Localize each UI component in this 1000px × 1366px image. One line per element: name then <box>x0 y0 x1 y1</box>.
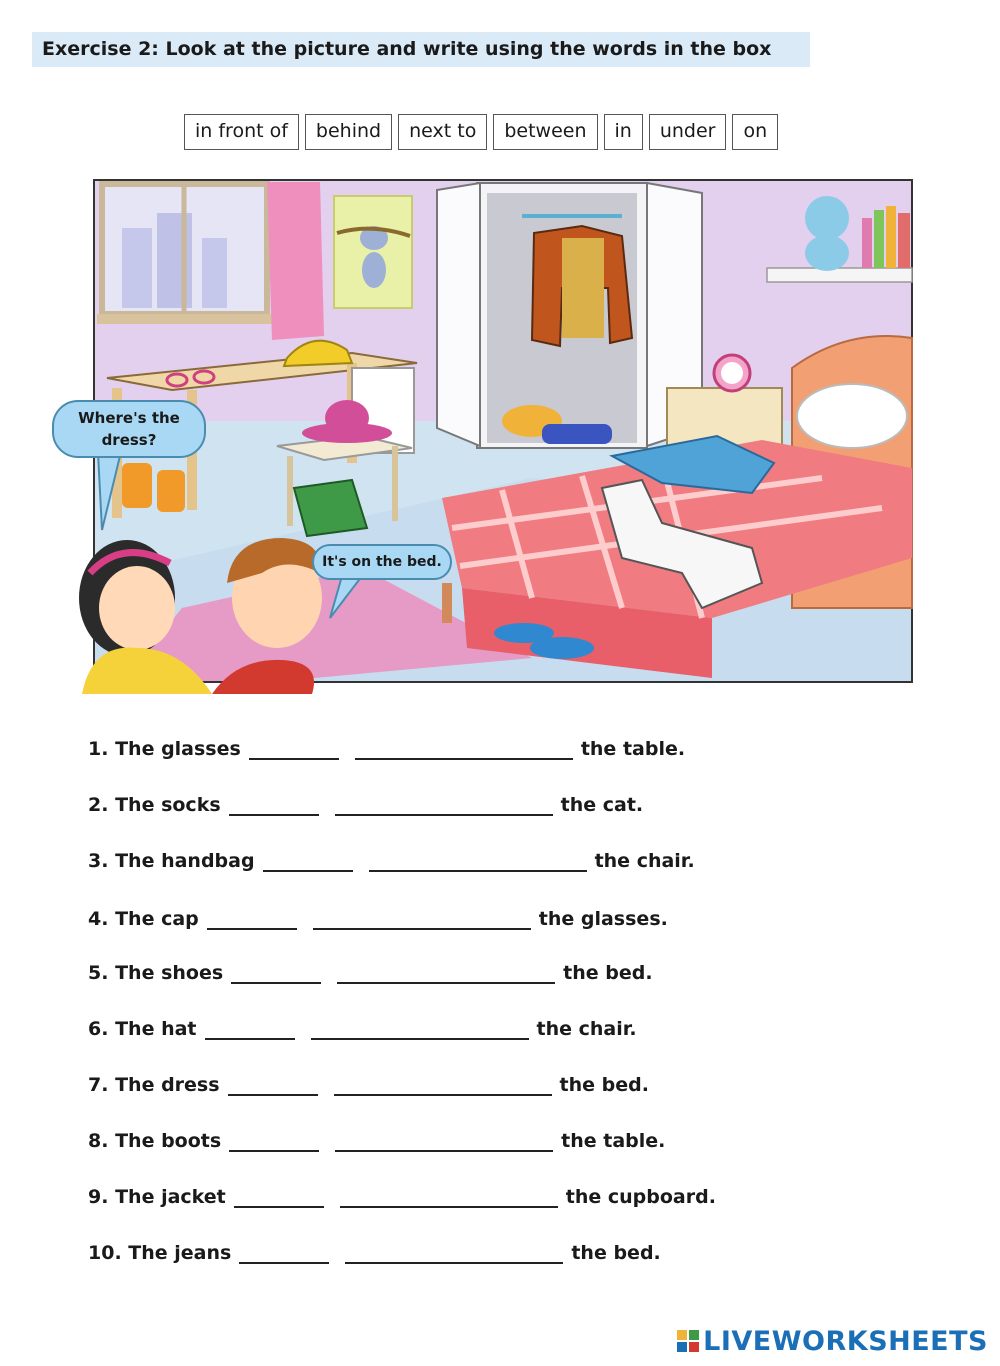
sentence-row <box>88 1066 649 1096</box>
cat-poster <box>334 196 412 308</box>
boy-bubble-text: It's on the bed. <box>322 554 442 570</box>
sentence-number: 4. <box>88 908 109 930</box>
answer-blank-1[interactable] <box>228 1074 318 1096</box>
sentence-subject: The socks <box>115 794 221 816</box>
answer-blank-1[interactable] <box>234 1186 324 1208</box>
sentence-number: 6. <box>88 1018 109 1040</box>
sentence-row <box>88 786 643 816</box>
exercise-title: Exercise 2: Look at the picture and write using the words in the box <box>32 32 810 67</box>
sentence-number: 3. <box>88 850 109 872</box>
sentence-number: 10. <box>88 1242 122 1264</box>
answer-blank-2[interactable] <box>335 794 553 816</box>
answer-blank-1[interactable] <box>229 1130 319 1152</box>
sentence-subject: The shoes <box>115 962 224 984</box>
sentence-subject: The glasses <box>115 738 241 760</box>
answer-blank-2[interactable] <box>337 962 555 984</box>
answer-blank-2[interactable] <box>345 1242 563 1264</box>
boy-speech-bubble <box>312 544 452 580</box>
sentence-object: the chair. <box>594 850 695 872</box>
sentence-row <box>88 1122 665 1152</box>
sentence-number: 2. <box>88 794 109 816</box>
word-under: under <box>649 114 727 150</box>
answer-blank-2[interactable] <box>355 738 573 760</box>
sentence-subject: The dress <box>115 1074 220 1096</box>
sentence-subject: The jacket <box>115 1186 226 1208</box>
answer-blank-2[interactable] <box>340 1186 558 1208</box>
sentence-object: the table. <box>580 738 686 760</box>
brand-name: LIVEWORKSHEETS <box>703 1325 988 1357</box>
sentence-row <box>88 1010 637 1040</box>
word-next-to: next to <box>398 114 487 150</box>
liveworksheets-logo <box>677 1326 988 1356</box>
girl-bubble-text: Where's the dress? <box>78 409 180 449</box>
sentence-number: 1. <box>88 738 109 760</box>
word-on: on <box>732 114 778 150</box>
sentence-row <box>88 1234 661 1264</box>
sentence-object: the table. <box>561 1130 666 1152</box>
answer-blank-1[interactable] <box>239 1242 329 1264</box>
answer-blank-1[interactable] <box>207 908 297 930</box>
sentence-object: the cat. <box>560 794 644 816</box>
sentence-row <box>88 954 653 984</box>
sentence-number: 9. <box>88 1186 109 1208</box>
sentence-row <box>88 842 695 872</box>
sentence-row <box>88 730 685 760</box>
sentence-row <box>88 900 668 930</box>
word-between: between <box>493 114 597 150</box>
answer-blank-2[interactable] <box>334 1074 552 1096</box>
sentence-subject: The handbag <box>115 850 255 872</box>
answer-blank-1[interactable] <box>249 738 339 760</box>
grid-logo-icon <box>677 1330 699 1352</box>
sentence-object: the bed. <box>559 1074 649 1096</box>
sentence-object: the bed. <box>571 1242 661 1264</box>
answer-blank-2[interactable] <box>369 850 587 872</box>
sentence-number: 8. <box>88 1130 109 1152</box>
word-in-front-of: in front of <box>184 114 299 150</box>
word-behind: behind <box>305 114 392 150</box>
sentence-number: 5. <box>88 962 109 984</box>
sentence-number: 7. <box>88 1074 109 1096</box>
answer-blank-1[interactable] <box>205 1018 295 1040</box>
girl-speech-bubble <box>52 400 206 458</box>
sentence-subject: The hat <box>115 1018 197 1040</box>
answer-blank-1[interactable] <box>231 962 321 984</box>
bedroom-illustration <box>62 178 914 694</box>
cupboard <box>437 183 702 448</box>
sentence-object: the glasses. <box>538 908 668 930</box>
window <box>97 184 277 324</box>
sentence-subject: The cap <box>115 908 199 930</box>
answer-blank-1[interactable] <box>229 794 319 816</box>
sentence-row <box>88 1178 716 1208</box>
sentence-subject: The jeans <box>128 1242 232 1264</box>
word-box <box>184 114 778 150</box>
sentence-subject: The boots <box>115 1130 222 1152</box>
sentence-object: the chair. <box>536 1018 637 1040</box>
answer-blank-1[interactable] <box>263 850 353 872</box>
answer-blank-2[interactable] <box>311 1018 529 1040</box>
word-in: in <box>604 114 643 150</box>
answer-blank-2[interactable] <box>335 1130 553 1152</box>
sentence-object: the bed. <box>563 962 653 984</box>
answer-blank-2[interactable] <box>313 908 531 930</box>
sentence-object: the cupboard. <box>565 1186 716 1208</box>
